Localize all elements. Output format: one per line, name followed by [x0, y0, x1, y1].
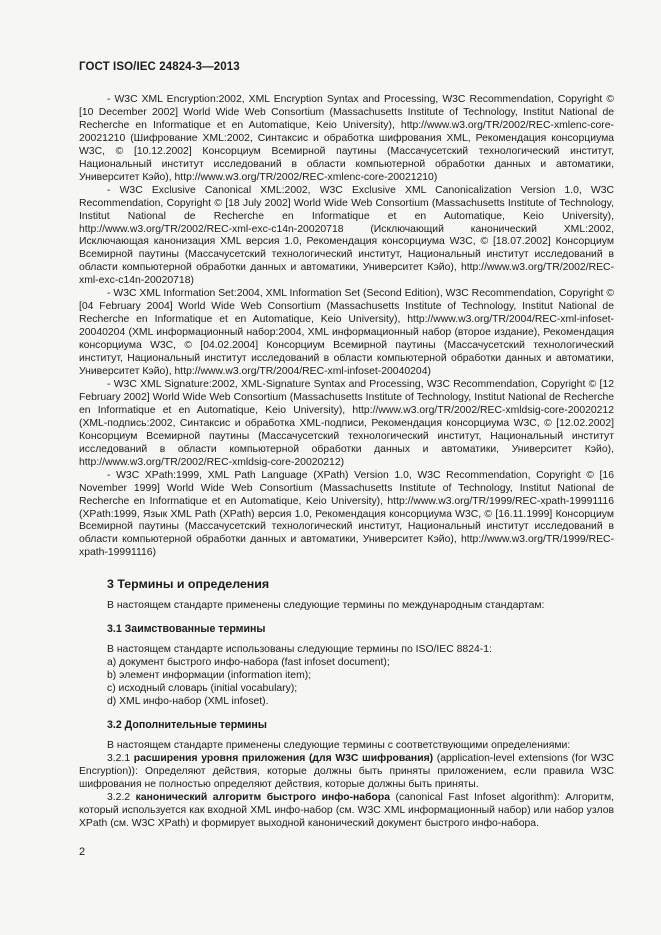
page-number: 2	[79, 846, 86, 858]
list-item: b) элемент информации (information item);	[107, 670, 312, 682]
reference-item: - W3C Exclusive Canonical XML:2002, W3C Exclusive XML Canonicalization Version 1.0, W3C Recommendation, Copyright © [18 July 2002] World Wide Web Consortium (Massachusetts Institute of Technology, Institut National de Recherche en Informatique et en Automatique, Keio University), http://www.w3.org/TR/2002/REC-xml-exc-c14n-20020718 (Исключающий канонический XML:2002, Исключающая канонизация XML версия 1.0, Рекомендация консорциума W3C, © [18.07.2002] Консорциум Всемирной паутины (Массачусетский технологический институт, Национальный институт исследований в области компьютерной обработки данных и автоматики, Университет Кэйо), http://www.w3.org/TR/2002/REC-xml-exc-c14n-20020718)	[79, 184, 614, 287]
subsection-intro: В настоящем стандарте применены следующие термины с соответствующими определениями:	[107, 740, 571, 752]
list-item: d) XML инфо-набор (XML infoset).	[107, 696, 269, 708]
reference-item: - W3C XML Information Set:2004, XML Information Set (Second Edition), W3C Recommendation, Copyright © [04 February 2004] World Wide Web Consortium (Massachusetts Institute of Technology, Institut National de Recherche en Informatique et en Automatique, Keio University), http://www.w3.org/TR/2004/REC-xml-infoset-20040204 (XML информационный набор:2004, XML информационный набор (второе издание), Рекомендация консорциума W3C, © [04.02.2004] Консорциум Всемирной паутины (Массачусетский технологический институт, Национальный институт исследований в области компьютерной обработки данных и автоматики, Университет Кэйо), http://www.w3.org/TR/2004/REC-xml-infoset-20040204)	[79, 288, 614, 378]
definition-number: 3.2.2	[107, 791, 131, 803]
section-title: 3 Термины и определения	[107, 577, 270, 592]
reference-item: - W3C XML Encryption:2002, XML Encryption Syntax and Processing, W3C Recommendation, Copyright © [10 December 2002] World Wide Web Consortium (Massachusetts Institute of Technology, Institut National de Recherche en Informatique et en Automatique, Keio University), http://www.w3.org/TR/2002/REC-xmlenc-core-20021210 (Шифрование XML:2002, Синтаксис и обработка шифрования XML, Рекомендация консорциума W3C, © [10.12.2002] Консорциум Всемирной паутины (Массачусетский технологический институт, Национальный институт исследований в области компьютерной обработки данных и автоматики, Университет Кэйо), http://www.w3.org/TR/2002/REC-xmlenc-core-20021210)	[79, 94, 614, 183]
definition-number: 3.2.1	[107, 752, 131, 764]
definition-term: расширения уровня приложения (для W3C шифрования)	[133, 752, 434, 764]
subsection-title-borrowed: 3.1 Заимствованные термины	[107, 623, 266, 636]
section-intro: В настоящем стандарте применены следующие термины по международным стандартам:	[107, 600, 545, 612]
list-item: a) документ быстрого инфо-набора (fast infoset document);	[107, 657, 390, 669]
references-list	[79, 94, 614, 560]
definition-text: (application-level extensions (for W3C Encryption)): Определяют действия, которые должны быть приняты приложением, если правила W3C шифрования не полностью определяют действия, которые должны быть приняты.	[79, 752, 614, 790]
document-header: ГОСТ ISO/IEC 24824-3—2013	[79, 61, 240, 73]
definition-term: канонический алгоритм быстрого инфо-набора	[135, 791, 390, 803]
subsection-intro: В настоящем стандарте использованы следующие термины по ISO/IEC 8824-1:	[107, 644, 492, 656]
terms-list	[79, 657, 614, 709]
subsection-title-additional: 3.2 Дополнительные термины	[107, 719, 267, 732]
definition-item	[79, 792, 614, 831]
reference-item: - W3C XML Signature:2002, XML-Signature Syntax and Processing, W3C Recommendation, Copyright © [12 February 2002] World Wide Web Consortium (Massachusetts Institute of Technology, Institut National de Recherche en Informatique et en Automatique, Keio University), http://www.w3.org/TR/2002/REC-xmldsig-core-20020212 (XML-подпись:2002, Синтаксис и обработка XML-подписи, Рекомендация консорциума W3C, © [12.02.2002] Консорциум Всемирной паутины (Массачусетский технологический институт, Национальный институт исследований в области компьютерной обработки данных и автоматики, Университет Кэйо), http://www.w3.org/TR/2002/REC-xmldsig-core-20020212)	[79, 378, 614, 468]
page-content	[79, 94, 614, 831]
definition-text: (canonical Fast Infoset algorithm): Алгоритм, который используется как входной XML инфо-набор (см. W3C XML информационный набор) или набор узлов XPath (см. W3C XPath) и формирует выходной канонический документ быстрого инфо-набора.	[79, 791, 614, 829]
definition-item	[79, 753, 614, 792]
list-item: c) исходный словарь (initial vocabulary);	[107, 683, 298, 695]
reference-item: - W3C XPath:1999, XML Path Language (XPath) Version 1.0, W3C Recommendation, Copyright © [16 November 1999] World Wide Web Consortium (Massachusetts Institute of Technology, Institut National de Recherche en Informatique et en Automatique, Keio University), http://www.w3.org/TR/1999/REC-xpath-19991116 (XPath:1999, Язык XML Path (XPath) версия 1.0, Рекомендация консорциума W3C, © [16.11.1999] Консорциум Всемирной паутины (Массачусетский технологический институт, Национальный институт исследований в области компьютерной обработки данных и автоматики, Университет Кэйо), http://www.w3.org/TR/1999/REC-xpath-19991116)	[79, 469, 614, 559]
